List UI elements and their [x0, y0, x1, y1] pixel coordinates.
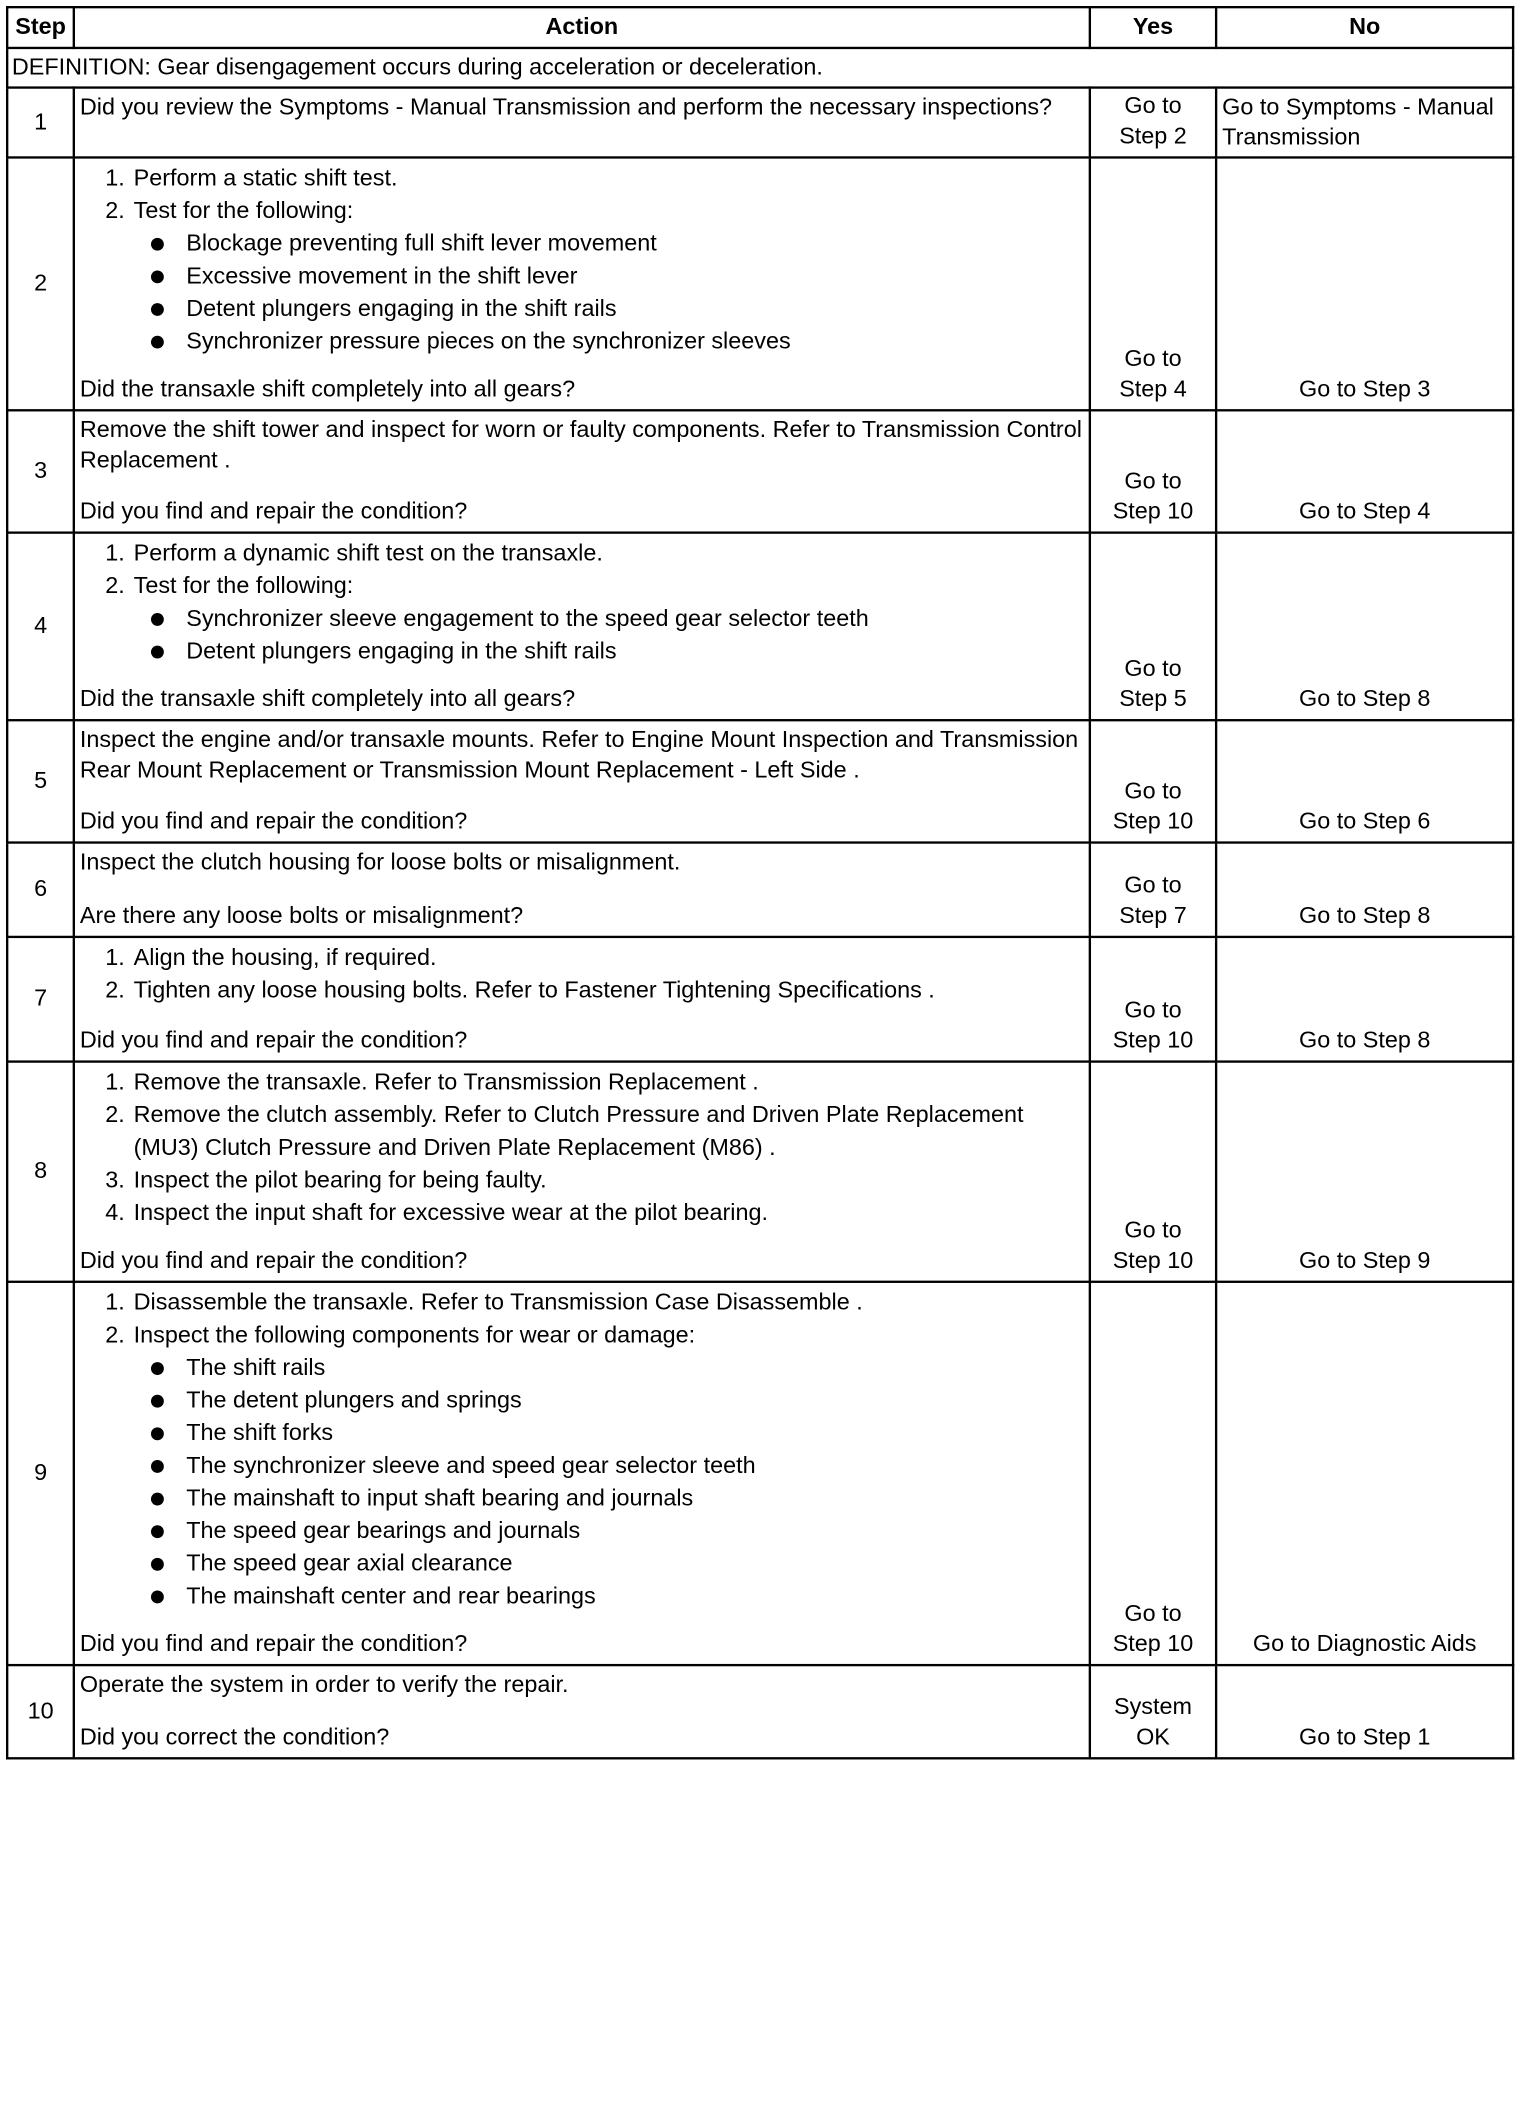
step-number: 4 [7, 533, 74, 721]
action-text: Operate the system in order to verify the repair. [79, 1672, 569, 1698]
list-item-text: Test for the following: [133, 573, 354, 600]
action-instructions [80, 847, 1084, 877]
yes-text: Go to Step 10 [1112, 468, 1194, 525]
action-cell [74, 843, 1090, 937]
action-cell [74, 157, 1090, 410]
yes-outcome [1090, 937, 1217, 1062]
header-row [7, 7, 1513, 48]
yes-outcome [1090, 533, 1217, 721]
header-step: Step [7, 7, 74, 48]
yes-text: Go to Step 7 [1119, 872, 1187, 929]
table-row [7, 88, 1513, 158]
list-item-text: Disassemble the transaxle. Refer to Transmission Case Disassemble . [133, 1289, 863, 1316]
no-outcome [1216, 843, 1513, 937]
action-content [80, 847, 1084, 931]
action-content [80, 92, 1084, 151]
action-cell [74, 720, 1090, 842]
no-text: Go to Step 9 [1299, 1247, 1431, 1274]
bullet-item: Synchronizer sleeve engagement to the speed gear selector teeth [183, 603, 1084, 636]
no-outcome [1216, 720, 1513, 842]
yes-text: Go to Step 10 [1112, 778, 1194, 835]
no-text: Go to Step 3 [1299, 376, 1431, 403]
no-outcome [1216, 157, 1513, 410]
no-text: Go to Symptoms - Manual Transmission [1222, 94, 1494, 151]
document-page [6, 6, 1520, 2115]
action-text: Inspect the clutch housing for loose bolts or misalignment. [79, 849, 681, 876]
action-cell [74, 88, 1090, 158]
list-item-text: Test for the following: [133, 198, 354, 224]
bullet-list [134, 1352, 1084, 1613]
list-item-text: Remove the clutch assembly. Refer to Clutch Pressure and Driven Plate Replacement (MU3) Clutch Pressure and Driven Plate Replacement (M86) . [133, 1102, 1024, 1161]
numbered-list [80, 1286, 1084, 1612]
table-row [7, 1062, 1513, 1282]
action-instructions [80, 1670, 1084, 1700]
action-text: Inspect the engine and/or transaxle mounts. Refer to Engine Mount Inspection and Transmission Rear Mount Replacement or Transmission Mount Replacement - Left Side . [79, 727, 1079, 784]
no-outcome [1216, 937, 1513, 1062]
action-text: Did you review the Symptoms - Manual Transmission and perform the necessary inspections? [79, 94, 1053, 121]
no-text: Go to Step 1 [1299, 1724, 1431, 1751]
table-row [7, 1282, 1513, 1665]
bullet-item: The mainshaft to input shaft bearing and journals [183, 1482, 1084, 1515]
table-row [7, 937, 1513, 1062]
bullet-item: The speed gear axial clearance [183, 1547, 1084, 1580]
step-number: 7 [7, 937, 74, 1062]
action-content [80, 537, 1084, 714]
action-content [80, 162, 1084, 404]
yes-text: Go to Step 10 [1112, 1601, 1194, 1657]
action-cell [74, 1665, 1090, 1758]
question-text: Did you find and repair the condition? [79, 1247, 468, 1274]
question-text: Did you find and repair the condition? [79, 808, 468, 835]
no-text: Go to Step 8 [1299, 686, 1431, 713]
yes-outcome [1090, 157, 1217, 410]
table-row [7, 533, 1513, 721]
yes-outcome [1090, 720, 1217, 842]
list-item [131, 942, 1084, 975]
yes-outcome [1090, 410, 1217, 532]
no-outcome [1216, 410, 1513, 532]
definition-row [7, 48, 1513, 88]
bullet-item: The detent plungers and springs [183, 1384, 1084, 1417]
no-text: Go to Step 6 [1299, 808, 1431, 835]
numbered-list [80, 162, 1084, 358]
action-content [80, 415, 1084, 527]
question-text: Did you correct the condition? [79, 1724, 390, 1751]
action-content [80, 1286, 1084, 1659]
action-content [80, 1066, 1084, 1276]
no-outcome [1216, 1282, 1513, 1665]
action-cell [74, 1282, 1090, 1665]
bullet-item: The speed gear bearings and journals [183, 1515, 1084, 1548]
bullet-item: Blockage preventing full shift lever movement [183, 227, 1084, 260]
no-text: Go to Diagnostic Aids [1252, 1631, 1477, 1657]
bullet-item: The shift rails [183, 1352, 1084, 1385]
step-number: 8 [7, 1062, 74, 1282]
action-content [80, 725, 1084, 837]
step-number: 3 [7, 410, 74, 532]
action-cell [74, 1062, 1090, 1282]
header-no: No [1216, 7, 1513, 48]
action-instructions [80, 1286, 1084, 1612]
header-yes: Yes [1090, 7, 1217, 48]
yes-outcome [1090, 843, 1217, 937]
question-text: Did the transaxle shift completely into all gears? [79, 376, 576, 403]
numbered-list [80, 1066, 1084, 1229]
header-action: Action [74, 7, 1090, 48]
list-item-text: Align the housing, if required. [133, 945, 437, 971]
action-content [80, 1670, 1084, 1753]
action-cell [74, 937, 1090, 1062]
bullet-item: The shift forks [183, 1417, 1084, 1450]
step-number: 1 [7, 88, 74, 158]
question-text: Did the transaxle shift completely into all gears? [79, 686, 576, 713]
yes-text: Go to Step 5 [1119, 656, 1187, 713]
action-cell [74, 533, 1090, 721]
step-number: 9 [7, 1282, 74, 1665]
action-content [80, 942, 1084, 1056]
list-item [131, 162, 1084, 195]
action-instructions [80, 92, 1084, 122]
bullet-item: Synchronizer pressure pieces on the synchronizer sleeves [183, 325, 1084, 358]
question-text: Did you find and repair the condition? [79, 1631, 468, 1657]
list-item [131, 1066, 1084, 1099]
yes-text: System OK [1114, 1694, 1192, 1751]
table-row [7, 410, 1513, 532]
no-outcome [1216, 533, 1513, 721]
list-item [131, 570, 1084, 668]
bullet-list [134, 227, 1084, 357]
action-cell [74, 410, 1090, 532]
yes-text: Go to Step 4 [1119, 346, 1187, 403]
definition-text: DEFINITION: Gear disengagement occurs during acceleration or deceleration. [7, 48, 1513, 88]
list-item-text: Perform a static shift test. [133, 165, 398, 192]
no-text: Go to Step 8 [1299, 903, 1431, 929]
action-instructions [80, 942, 1084, 1007]
step-number: 10 [7, 1665, 74, 1758]
question-text: Are there any loose bolts or misalignment? [79, 903, 524, 929]
action-text: Remove the shift tower and inspect for worn or faulty components. Refer to Transmission Control Replacement . [79, 417, 1082, 474]
table-row [7, 157, 1513, 410]
bullet-item: The synchronizer sleeve and speed gear selector teeth [183, 1450, 1084, 1483]
step-number: 6 [7, 843, 74, 937]
bullet-list [134, 603, 1084, 668]
no-outcome [1216, 1062, 1513, 1282]
no-outcome [1216, 88, 1513, 158]
action-instructions [80, 537, 1084, 667]
list-item-text: Remove the transaxle. Refer to Transmission Replacement . [133, 1069, 759, 1096]
list-item-text: Inspect the input shaft for excessive wear at the pilot bearing. [133, 1200, 768, 1226]
table-row [7, 1665, 1513, 1758]
list-item [131, 1319, 1084, 1613]
yes-outcome [1090, 1062, 1217, 1282]
list-item [131, 1197, 1084, 1230]
yes-outcome [1090, 1665, 1217, 1758]
list-item [131, 1164, 1084, 1197]
action-instructions [80, 415, 1084, 476]
yes-text: Go to Step 10 [1112, 1217, 1194, 1274]
list-item [131, 974, 1084, 1007]
list-item-text: Perform a dynamic shift test on the transaxle. [133, 540, 603, 567]
list-item-text: Inspect the following components for wear or damage: [133, 1322, 696, 1349]
yes-outcome [1090, 88, 1217, 158]
bullet-item: The mainshaft center and rear bearings [183, 1580, 1084, 1613]
no-outcome [1216, 1665, 1513, 1758]
list-item-text: Inspect the pilot bearing for being faulty. [133, 1167, 547, 1194]
list-item [131, 1099, 1084, 1164]
list-item [131, 195, 1084, 358]
list-item-text: Tighten any loose housing bolts. Refer to Fastener Tightening Specifications . [133, 977, 935, 1004]
yes-text: Go to Step 10 [1112, 997, 1194, 1054]
yes-text: Go to Step 2 [1119, 93, 1187, 150]
list-item [131, 537, 1084, 570]
no-text: Go to Step 4 [1299, 498, 1431, 525]
bullet-item: Detent plungers engaging in the shift rails [183, 635, 1084, 668]
question-text: Did you find and repair the condition? [79, 1027, 468, 1054]
action-instructions [80, 1066, 1084, 1229]
diagnostic-table [6, 6, 1514, 1759]
list-item [131, 1286, 1084, 1319]
bullet-item: Detent plungers engaging in the shift rails [183, 293, 1084, 326]
step-number: 5 [7, 720, 74, 842]
bullet-item: Excessive movement in the shift lever [183, 260, 1084, 293]
question-text: Did you find and repair the condition? [79, 498, 468, 525]
numbered-list [80, 942, 1084, 1007]
numbered-list [80, 537, 1084, 667]
action-instructions [80, 162, 1084, 358]
yes-outcome [1090, 1282, 1217, 1665]
no-text: Go to Step 8 [1299, 1027, 1431, 1054]
action-instructions [80, 725, 1084, 786]
table-row [7, 843, 1513, 937]
step-number: 2 [7, 157, 74, 410]
table-row [7, 720, 1513, 842]
